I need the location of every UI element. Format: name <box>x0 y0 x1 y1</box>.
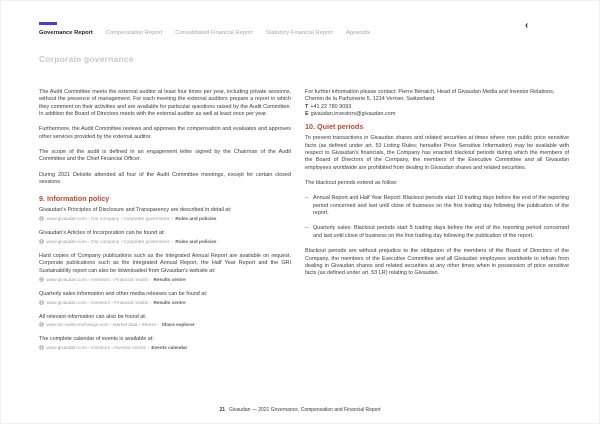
info-item <box>39 291 291 305</box>
page-title: Corporate governance <box>39 54 134 64</box>
web-link[interactable] <box>39 216 291 221</box>
tab-label: Consolidated Financial Report <box>175 30 253 36</box>
right-column <box>305 89 569 359</box>
active-tab-indicator <box>39 22 57 25</box>
link-target: Events calendar <box>151 345 188 351</box>
tab-label: Compensation Report <box>105 30 163 36</box>
paragraph: During 2021 Deloitte attended all four of the Audit Committee meetings, except for certain closed sessions. <box>39 171 291 186</box>
web-link[interactable] <box>39 239 291 244</box>
globe-icon <box>39 239 44 244</box>
link-target: Results centre <box>153 299 186 305</box>
page-footer <box>1 407 599 413</box>
bullet-item <box>305 225 569 240</box>
section-heading-information-policy: 9. Information policy <box>39 194 110 204</box>
bullet-item <box>305 195 569 217</box>
link-intro: The complete calendar of events is available at: <box>39 336 154 343</box>
link-intro: Quarterly sales information and other media releases can be found at: <box>39 290 208 297</box>
web-link[interactable] <box>39 300 291 305</box>
info-item <box>39 314 291 328</box>
paragraph: Furthermore, the Audit Committee reviews and approves the compensation and evaluates and approves other services provided by the external auditor. <box>39 126 291 140</box>
email-label: E <box>305 111 309 118</box>
globe-icon <box>39 277 44 282</box>
paragraph: The Audit Committee meets the external auditor at least four times per year, including private sessions, without the presence of management. For each meeting the external auditors prepare a report in which they comment on their activities and are available for particular questions raised by the Audit Committee. In addition the Board of Directors meets with the external auditor as well at least once per year. <box>39 89 291 118</box>
link-intro: Givaudan's Articles of Incorporation can be found at: <box>39 230 165 237</box>
paragraph: Blackout periods are without prejudice to the obligation of the members of the Board of Directors of the Company, the members of the Executive Committee and all Givaudan employees worldwide to refrain from dealing in Givaudan shares and related securities at any other times when in possession of price sensitive facts (as defined under art. 53 LR) relating to Givaudan. <box>305 248 569 277</box>
page-number: 21 <box>219 407 226 413</box>
bullet-dash: – <box>305 225 309 232</box>
link-intro: Hard copies of Company publications such as the Integrated Annual Report are available on request. Corporate publications such as the Integrated Annual Report, the Half Year Report and the GRI Sustainability report can also be downloaded from Givaudan's website at: <box>39 253 291 274</box>
top-navigation <box>39 18 569 36</box>
link-target: Rules and policies <box>175 216 217 222</box>
globe-icon <box>39 322 44 327</box>
bullet-text: Quarterly sales: Blackout periods start 5 trading days before the end of the reporting period concerned and last until close of business on the first trading day following the publication of the report. <box>313 225 569 239</box>
link-path: www.six-swiss-exchange.com › Market data › Shares › <box>46 322 160 328</box>
link-intro: Givaudan's Principles of Disclosure and Transparency are described in detail at: <box>39 207 232 214</box>
link-path: www.givaudan.com › Investors › Financial results › <box>46 299 151 305</box>
globe-icon <box>39 345 44 350</box>
tab-label: Statutory Financial Report <box>265 30 333 36</box>
web-link[interactable] <box>39 277 291 282</box>
link-target: Results centre <box>153 276 186 282</box>
bullet-dash: – <box>305 195 309 202</box>
bullet-text: Annual Report and Half Year Report: Blackout periods start 10 trading days before the end of the reporting period concerned and last until close of business on the first trading day following the publication of the report. <box>313 195 569 217</box>
link-target: Share explorer <box>161 322 195 328</box>
link-path: www.givaudan.com › Our company › Corporate governance › <box>46 216 173 222</box>
phone-number: +41 22 780 9093 <box>310 103 352 110</box>
link-intro: All relevant information can also be found at: <box>39 313 147 320</box>
info-item <box>39 253 291 282</box>
web-link[interactable] <box>39 322 291 327</box>
footer-text: Givaudan — 2021 Governance, Compensation and Financial Report <box>229 407 381 413</box>
phone-label: T <box>305 103 309 110</box>
paragraph: To prevent transactions in Givaudan shares and related securities at times where non public price sensitive facts (as defined under art. 53 Listing Rules; hereafter Price Sensitive Information) may be available with respect to Givaudan's financials, the Company has enacted blackout periods during which the members of the Board of Directors of the Company, the members of the Executive Committee and all Givaudan employees worldwide are prohibited from dealing in Givaudan shares and related securities. <box>305 135 569 171</box>
document-body <box>39 89 569 359</box>
info-item <box>39 336 291 350</box>
contact-paragraph: For further information please contact: Pierre Bénaich, Head of Givaudan Media and Investor Relations, Chemin de la Parfumerie 5, 1214 Vernier, Switzerland <box>305 89 555 103</box>
chevron-left-icon[interactable]: ‹ <box>525 20 529 31</box>
link-target: Rules and policies <box>175 239 217 245</box>
tab-consolidated-financial-report[interactable] <box>175 22 253 36</box>
paragraph: The blackout periods extend as follow: <box>305 180 398 187</box>
globe-icon <box>39 300 44 305</box>
info-item <box>39 207 291 221</box>
contact-phone <box>305 104 569 111</box>
link-path: www.givaudan.com › Our company › Corporate governance › <box>46 239 173 245</box>
section-heading-quiet-periods: 10. Quiet periods <box>305 122 364 132</box>
globe-icon <box>39 216 44 221</box>
web-link[interactable] <box>39 345 291 350</box>
tab-label: Appendix <box>345 30 371 36</box>
info-item <box>39 230 291 244</box>
contact-email <box>305 111 569 118</box>
tab-statutory-financial-report[interactable] <box>266 22 333 36</box>
paragraph: The scope of the audit is defined in an engagement letter signed by the Chairman of the Audit Committee and the Chief Financial Officer. <box>39 149 291 163</box>
tab-appendix[interactable] <box>346 22 370 36</box>
link-path: www.givaudan.com › Investors › Financial results › <box>46 276 151 282</box>
tab-governance-report[interactable] <box>39 22 93 36</box>
tab-compensation-report[interactable] <box>106 22 162 36</box>
email-address[interactable]: givaudan.investors@givaudan.com <box>310 111 396 118</box>
report-tabs <box>39 18 569 36</box>
left-column <box>39 89 291 359</box>
link-path: www.givaudan.com › Investors › Investor events › <box>46 345 149 351</box>
tab-label: Governance Report <box>39 30 93 36</box>
